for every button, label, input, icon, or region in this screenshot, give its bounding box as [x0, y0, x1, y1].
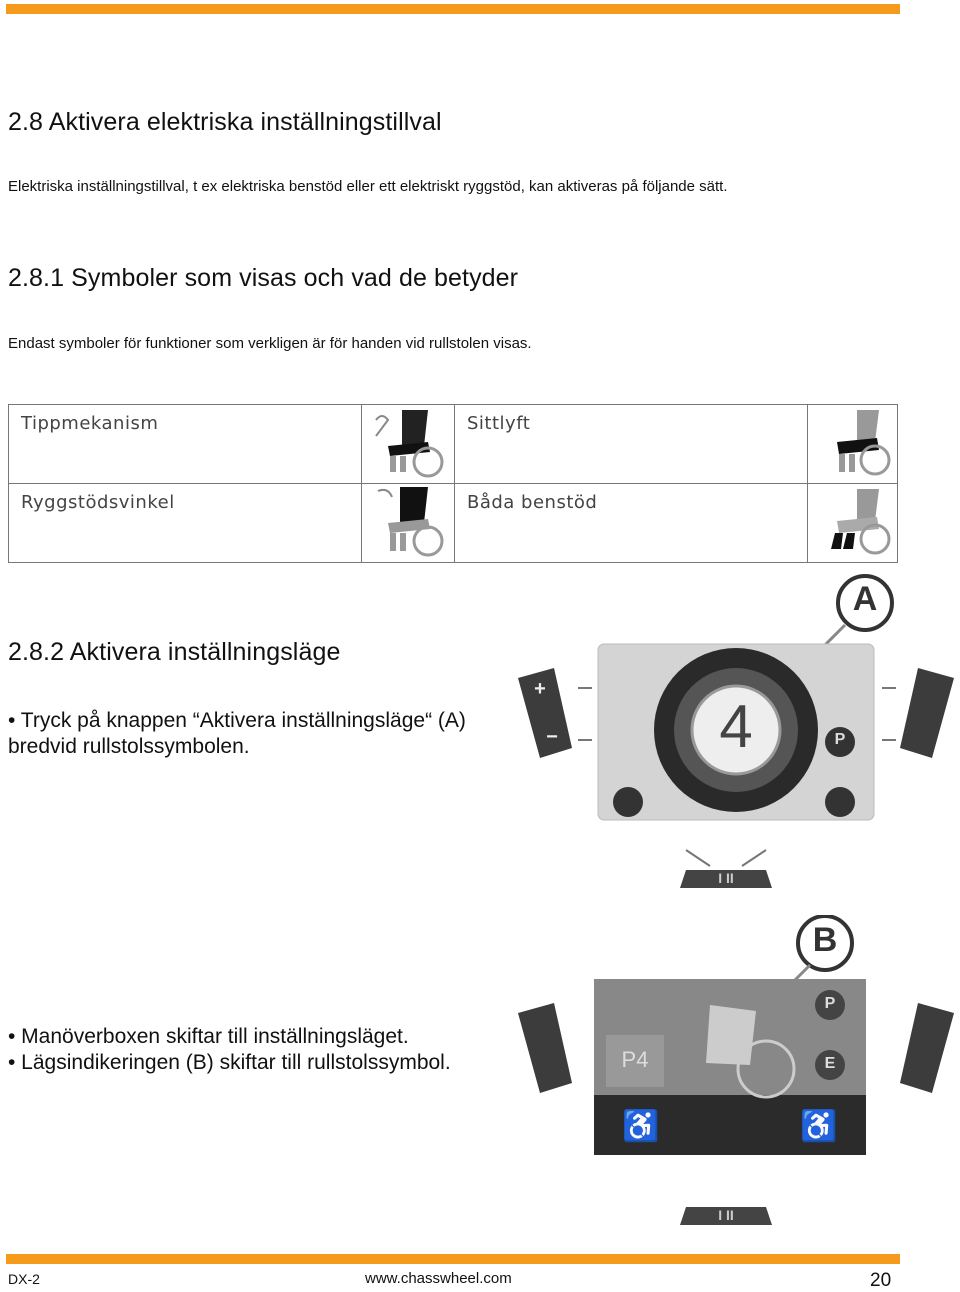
- page-title: 2.8 Aktivera elektriska inställningstillval: [8, 108, 442, 136]
- footer-page-number: 20: [870, 1270, 892, 1291]
- bullet-press-button: • Tryck på knappen “Aktivera inställningsläge“ (A): [8, 709, 466, 732]
- symbols-intro-text: Endast symboler för funktioner som verkligen är för handen vid rullstolen visas.: [8, 335, 532, 352]
- bottom-buttons-b[interactable]: I II: [718, 1207, 734, 1223]
- controller-figure-a: [510, 570, 960, 900]
- speed-level-display: 4: [719, 693, 753, 760]
- minus-button[interactable]: −: [546, 726, 558, 748]
- button-e[interactable]: E: [824, 1055, 836, 1072]
- tilt-icon: [362, 405, 455, 484]
- intro-text: Elektriska inställningstillval, t ex elektriska benstöd eller ett elektriskt ryggstöd, kan aktiveras på följande sätt.: [8, 178, 728, 195]
- wheelchair-icon-left: ♿: [622, 1110, 660, 1143]
- controller-figure-b: [510, 915, 960, 1237]
- callout-a-label: A: [852, 580, 878, 618]
- top-accent-bar: [6, 4, 900, 14]
- wheelchair-icon-right: ♿: [800, 1110, 838, 1143]
- footer-website[interactable]: www.chasswheel.com: [365, 1270, 512, 1287]
- symbol-label-backrest: Ryggstödsvinkel: [9, 484, 362, 563]
- symbol-label-legrests: Båda benstöd: [455, 484, 808, 563]
- seat-lift-icon: [808, 405, 898, 484]
- symbols-table: [8, 404, 898, 563]
- plus-button[interactable]: +: [534, 678, 546, 700]
- symbol-label-seat-lift: Sittlyft: [455, 405, 808, 484]
- bullet-mode-indicator: • Lägsindikeringen (B) skiftar till rullstolssymbol.: [8, 1051, 451, 1074]
- legrests-icon: [808, 484, 898, 563]
- button-p[interactable]: P: [834, 731, 846, 748]
- symbol-label-tilt: Tippmekanism: [9, 405, 362, 484]
- bullet-press-button-cont: bredvid rullstolssymbolen.: [8, 735, 250, 758]
- backrest-icon: [362, 484, 455, 563]
- callout-b-label: B: [812, 921, 838, 959]
- footer-model: DX-2: [8, 1271, 40, 1287]
- bottom-buttons[interactable]: I II: [718, 870, 734, 886]
- section-title-symbols: 2.8.1 Symboler som visas och vad de betyder: [8, 264, 519, 292]
- bottom-accent-bar: [6, 1254, 900, 1264]
- button-p-b[interactable]: P: [824, 995, 836, 1012]
- section-title-activate: 2.8.2 Aktivera inställningsläge: [8, 638, 341, 666]
- profile-label: P4: [621, 1047, 649, 1072]
- bullet-control-box-mode: • Manöverboxen skiftar till inställningsläget.: [8, 1025, 409, 1048]
